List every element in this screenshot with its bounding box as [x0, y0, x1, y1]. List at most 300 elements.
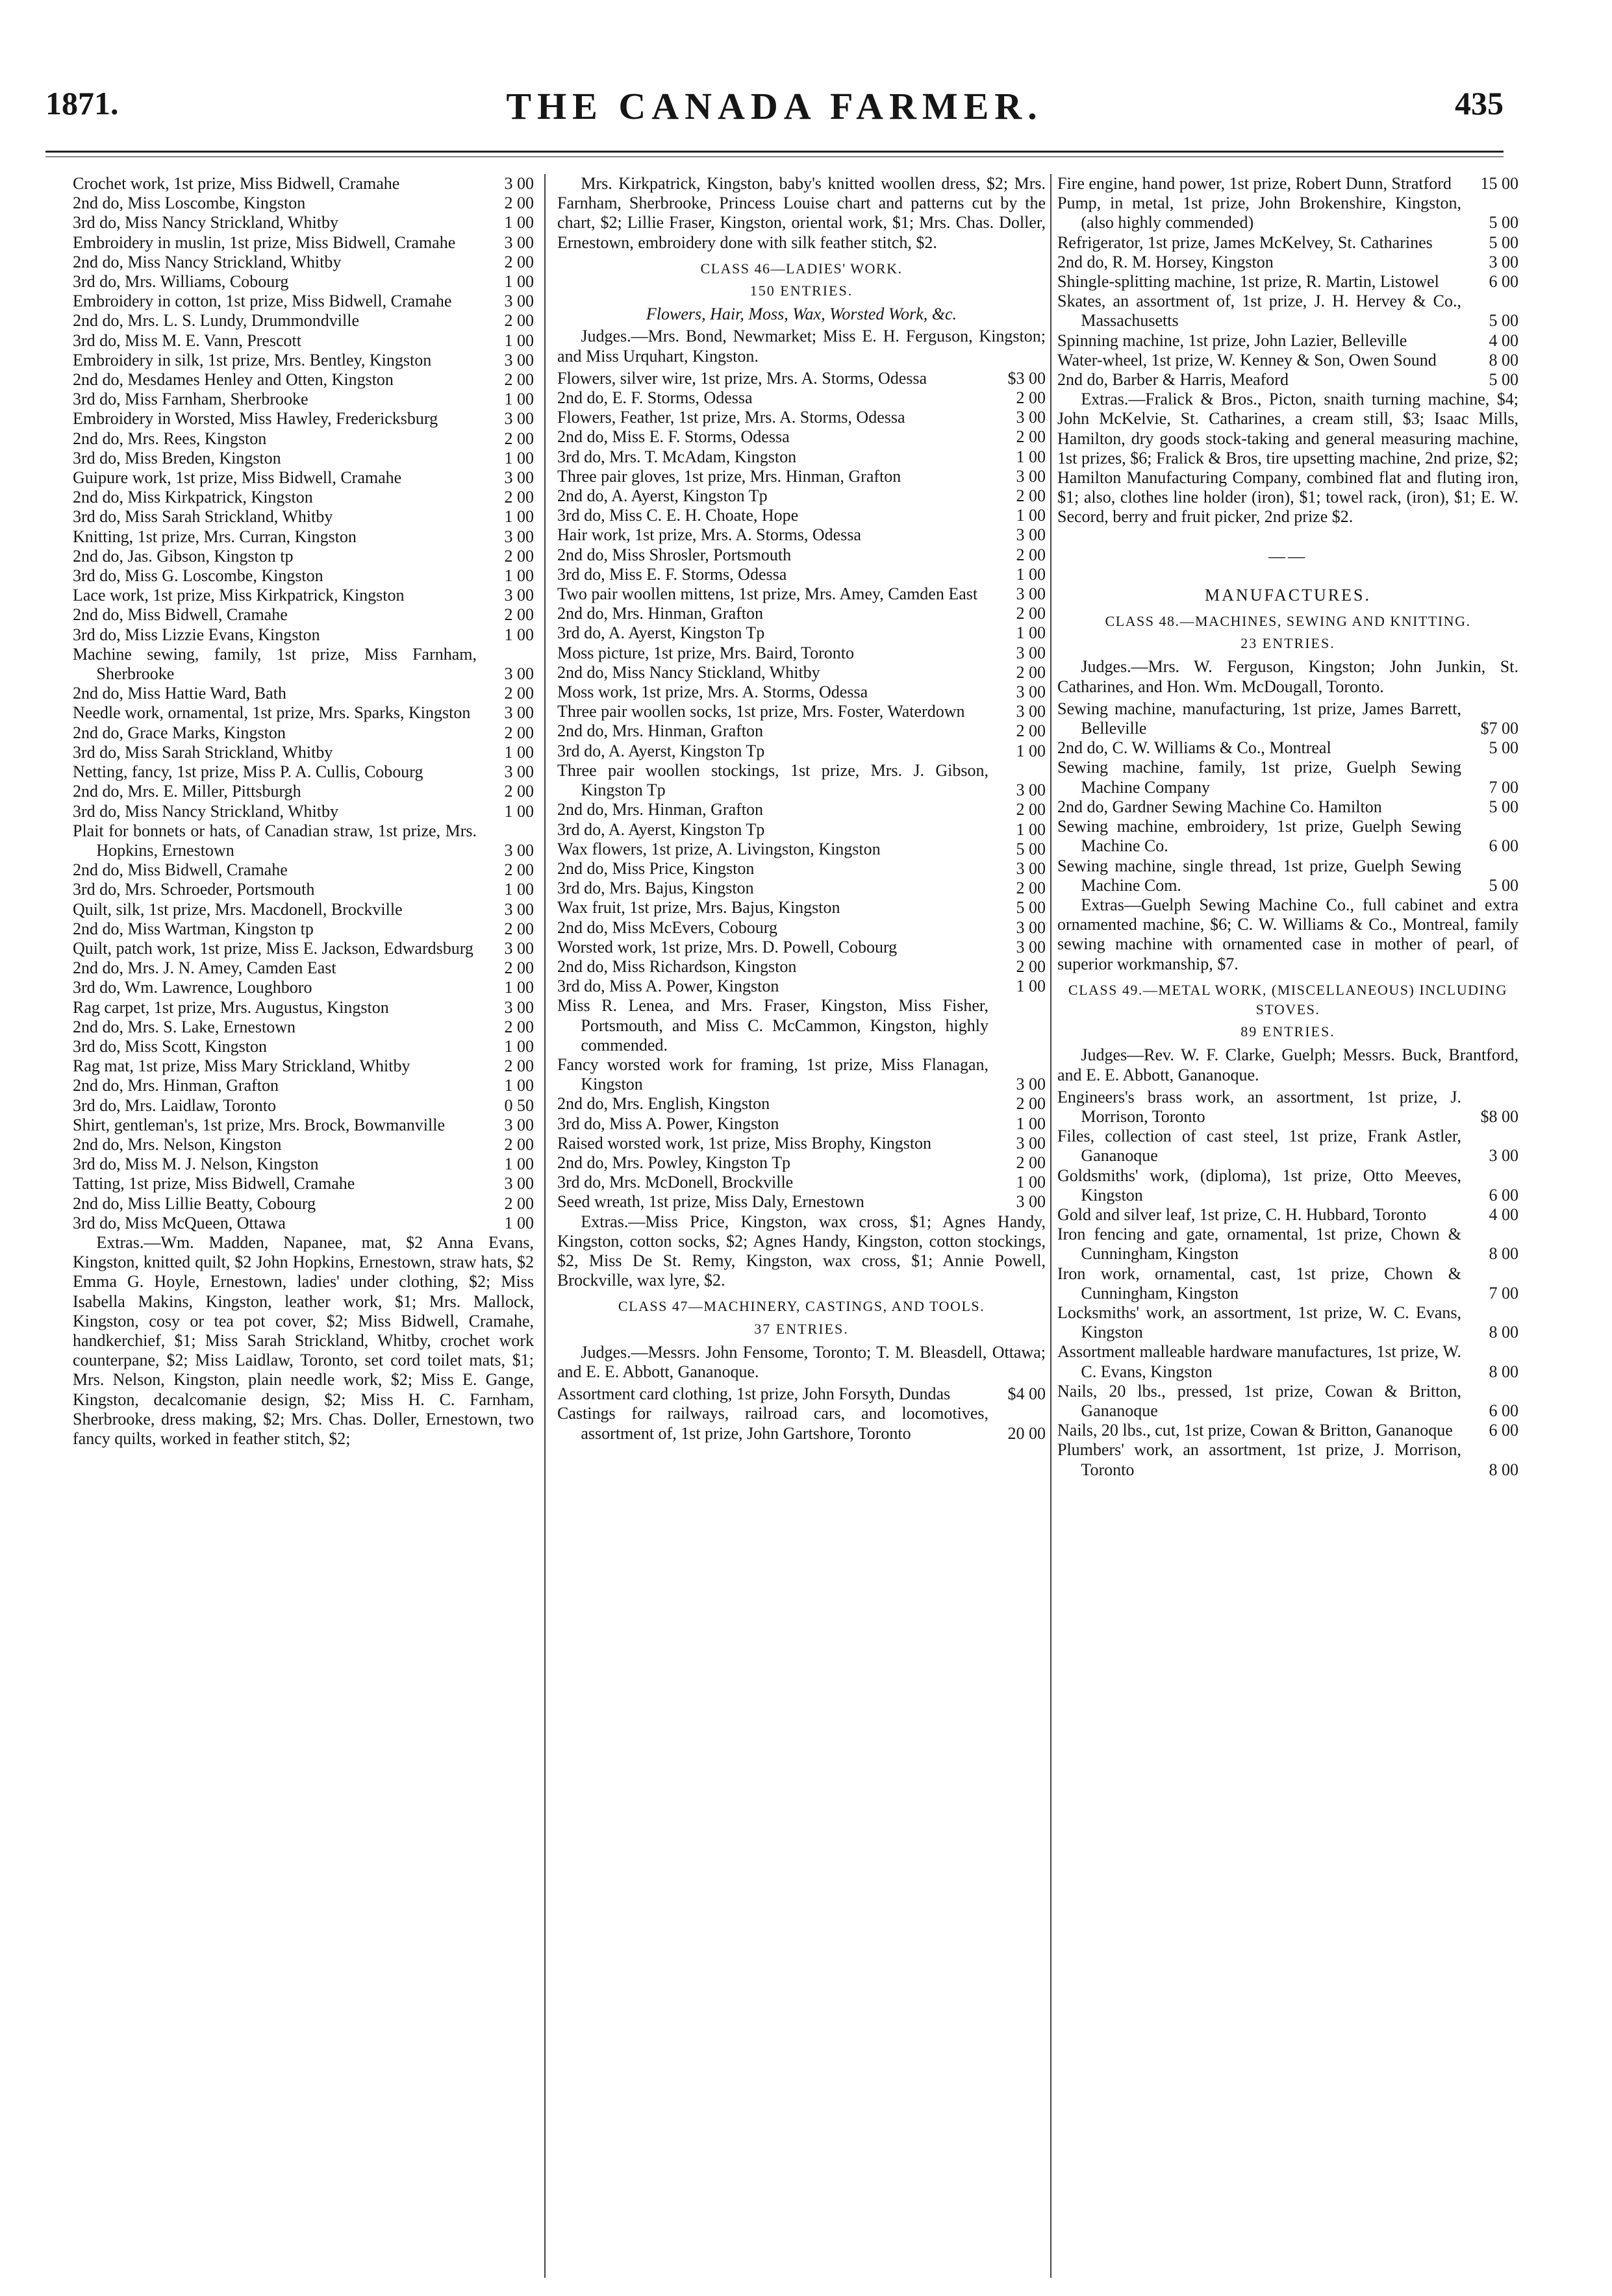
prize-entry	[557, 369, 1046, 388]
prize-amount: 2 00	[504, 1017, 534, 1036]
prize-entry	[73, 213, 534, 232]
prize-entry	[73, 723, 534, 743]
entry-text: 3rd do, Miss Nancy Strickland, Whitby	[73, 801, 338, 821]
prize-entry	[73, 782, 534, 801]
entry-text: 3rd do, A. Ayerst, Kingston Tp	[557, 623, 765, 643]
prize-amount: 2 00	[504, 919, 534, 938]
prize-entry	[557, 663, 1046, 682]
entry-text: 3rd do, Miss Sarah Strickland, Whitby	[73, 742, 333, 762]
prize-entry	[73, 351, 534, 370]
entry-text: 3rd do, Miss Scott, Kingston	[73, 1036, 268, 1056]
entry-text: 3rd do, Miss E. F. Storms, Odessa	[557, 564, 787, 584]
entry-text: 2nd do, Mrs. Powley, Kingston Tp	[557, 1153, 790, 1172]
extras-paragraph: Extras.—Wm. Madden, Napanee, mat, $2 Anna Evans, Kingston, knitted quilt, $2 John Hopkins, Ernestown, straw hats, $2 Emma G. Hoyle, Ernestown, ladies' under clothing, $2; Miss Isabella Makins, Kingston, leather work, $1; Mrs. Mallock, Kingston, cosy or tea pot cover, $2; Miss Bidwell, Cramahe, handkerchief, $1; Miss Sarah Strickland, Whitby, crochet work counterpane, $2; Miss Laidlaw, Toronto, set cord toilet mats, $1; Mrs. Nelson, Kingston, plain needle work, $2; Miss E. Gange, Kingston, decalcomanie design, $2; Miss H. C. Farnham, Sherbrooke, dress making, $2; Mrs. Chas. Doller, Ernestown, two fancy quilts, worked in feather stitch, $2;	[73, 1232, 534, 1448]
entry-text: 2nd do, Mrs. Nelson, Kingston	[73, 1134, 282, 1154]
prize-entry	[73, 821, 534, 860]
entry-text: 2nd do, Jas. Gibson, Kingston tp	[73, 546, 294, 566]
prize-entry	[557, 545, 1046, 565]
prize-entry	[73, 292, 534, 311]
prize-amount: 5 00	[1489, 797, 1518, 816]
prize-amount: 3 00	[504, 350, 534, 369]
prize-entry	[557, 1192, 1046, 1212]
column-divider	[1050, 174, 1052, 2278]
prize-amount: 1 00	[504, 272, 534, 292]
prize-entry	[73, 449, 534, 468]
entry-text: Plait for bonnets or hats, of Canadian straw, 1st prize, Mrs. Hopkins, Ernestown	[73, 821, 477, 860]
column-2	[557, 174, 1046, 2278]
prize-entry	[557, 721, 1046, 741]
entry-text: 3rd do, Miss A. Power, Kingston	[557, 1114, 779, 1133]
prize-amount: 2 00	[504, 193, 534, 213]
prize-amount: 1 00	[1016, 447, 1046, 466]
entry-text: 2nd do, Mesdames Henley and Otten, Kingston	[73, 370, 394, 390]
prize-entry	[73, 253, 534, 272]
prize-amount: 8 00	[1489, 1244, 1518, 1264]
prize-amount: 3 00	[504, 997, 534, 1017]
prize-amount: 2 00	[504, 684, 534, 703]
prize-amount: 7 00	[1489, 777, 1518, 797]
prize-amount: 3 00	[1016, 682, 1046, 702]
prize-amount: 8 00	[1489, 350, 1518, 369]
prize-entry	[1057, 1225, 1518, 1264]
prize-amount: 2 00	[504, 723, 534, 742]
class-subtitle: Flowers, Hair, Moss, Wax, Worsted Work, &c.	[646, 305, 957, 324]
prize-entry	[557, 742, 1046, 761]
prize-amount: 5 00	[1489, 738, 1518, 758]
judges-line: Judges—Rev. W. F. Clarke, Guelph; Messrs. Buck, Brantford, and E. E. Abbott, Gananoque.	[1057, 1045, 1518, 1084]
prize-entry	[73, 174, 534, 193]
section-divider: ——	[1268, 546, 1307, 566]
entry-text: Pump, in metal, 1st prize, John Brokenshire, Kingston, (also highly commended)	[1057, 193, 1461, 232]
entry-text: 3rd do, Mrs. McDonell, Brockville	[557, 1173, 794, 1192]
entry-text: 3rd do, A. Ayerst, Kingston Tp	[557, 741, 765, 760]
prize-entry	[557, 584, 1046, 604]
entry-text: Three pair gloves, 1st prize, Mrs. Hinman, Grafton	[557, 466, 901, 486]
prize-amount: 4 00	[1489, 331, 1518, 350]
prize-amount: 1 00	[1016, 741, 1046, 760]
entry-text: Embroidery in Worsted, Miss Hawley, Fredericksburg	[73, 409, 438, 429]
entry-text: 3rd do, A. Ayerst, Kingston Tp	[557, 819, 765, 839]
prize-entry	[1057, 1264, 1518, 1303]
prize-amount: $3 00	[1007, 368, 1046, 388]
prize-entry	[1057, 351, 1518, 370]
prize-entry	[557, 1134, 1046, 1153]
entry-text: 3rd do, Miss M. E. Vann, Prescott	[73, 331, 301, 350]
prize-amount: 2 00	[1016, 1153, 1046, 1172]
entry-text: 2nd do, Mrs. Hinman, Grafton	[73, 1076, 279, 1095]
prize-amount: 1 00	[504, 448, 534, 468]
entry-text: 3rd do, Miss G. Loscombe, Kingston	[73, 566, 323, 586]
prize-amount: 3 00	[504, 703, 534, 723]
prize-amount: 2 00	[504, 860, 534, 880]
prize-entry	[557, 702, 1046, 721]
prize-amount: 2 00	[504, 546, 534, 566]
prize-entry	[1057, 797, 1518, 817]
prize-list	[1057, 1088, 1518, 1480]
entry-text: Flowers, silver wire, 1st prize, Mrs. A. Storms, Odessa	[557, 368, 927, 388]
prize-entry	[73, 605, 534, 625]
prize-amount: 3 00	[1016, 702, 1046, 721]
entry-text: Skates, an assortment of, 1st prize, J. H. Hervey & Co., Massachusetts	[1057, 292, 1461, 331]
prize-entry	[557, 820, 1046, 840]
entry-text: Lace work, 1st prize, Miss Kirkpatrick, Kingston	[73, 586, 405, 605]
prize-entry	[73, 1017, 534, 1037]
prize-amount: 3 00	[504, 232, 534, 252]
prize-entry	[557, 918, 1046, 938]
prize-entry	[557, 525, 1046, 545]
prize-amount: 3 00	[1489, 252, 1518, 271]
prize-entry	[73, 1096, 534, 1116]
prize-amount: 1 00	[504, 213, 534, 232]
entry-text: 2nd do, Miss Nancy Strickland, Whitby	[73, 252, 342, 271]
entry-text: 2nd do, Miss Kirkpatrick, Kingston	[73, 488, 313, 507]
prize-entry	[1057, 1303, 1518, 1342]
prize-entry	[557, 898, 1046, 917]
prize-entry	[557, 996, 1046, 1055]
prize-entry	[73, 370, 534, 390]
entry-text: Embroidery in cotton, 1st prize, Miss Bidwell, Cramahe	[73, 292, 452, 311]
prize-amount: 8 00	[1489, 1362, 1518, 1381]
prize-entry	[557, 447, 1046, 467]
prize-amount: 3 00	[504, 468, 534, 488]
entry-text: 2nd do, Miss E. F. Storms, Odessa	[557, 427, 790, 447]
entry-text: 3rd do, Miss M. J. Nelson, Kingston	[73, 1154, 319, 1174]
entry-text: 2nd do, Mrs. E. Miller, Pittsburgh	[73, 782, 301, 801]
prize-entry	[557, 388, 1046, 408]
prize-entry	[73, 586, 534, 605]
class-heading: CLASS 48.—MACHINES, SEWING AND KNITTING.	[1105, 613, 1471, 630]
entry-text: 3rd do, Miss A. Power, Kingston	[557, 977, 779, 996]
entry-text: Assortment card clothing, 1st prize, John Forsyth, Dundas	[557, 1384, 951, 1404]
prize-entry	[73, 507, 534, 527]
entry-text: Iron fencing and gate, ornamental, 1st prize, Chown & Cunningham, Kingston	[1057, 1225, 1461, 1264]
prize-list	[557, 1384, 1046, 1443]
prize-entry	[557, 840, 1046, 859]
prize-amount: 1 00	[504, 331, 534, 350]
prize-amount: 5 00	[1489, 875, 1518, 895]
entry-text: 3rd do, Mrs. Bajus, Kingston	[557, 879, 754, 898]
entry-text: Crochet work, 1st prize, Miss Bidwell, Cramahe	[73, 174, 400, 193]
prize-entry	[1057, 292, 1518, 331]
year: 1871.	[45, 85, 119, 121]
prize-entry	[73, 488, 534, 507]
prize-amount: 1 00	[504, 1154, 534, 1174]
prize-entry	[557, 408, 1046, 427]
entry-text: Quilt, silk, 1st prize, Mrs. Macdonell, Brockville	[73, 899, 403, 919]
entry-text: Fire engine, hand power, 1st prize, Robert Dunn, Stratford	[1057, 174, 1452, 193]
prize-amount: 3 00	[1016, 937, 1046, 956]
prize-amount: 4 00	[1489, 1204, 1518, 1224]
prize-amount: 2 00	[504, 311, 534, 331]
prize-amount: 1 00	[1016, 564, 1046, 584]
prize-amount: 2 00	[1016, 800, 1046, 819]
prize-entry	[73, 311, 534, 331]
prize-amount: 3 00	[504, 527, 534, 546]
prize-entry	[557, 1153, 1046, 1173]
prize-amount: 1 00	[504, 880, 534, 899]
prize-entry	[557, 977, 1046, 996]
prize-entry	[1057, 699, 1518, 738]
prize-entry	[73, 331, 534, 351]
prize-amount: 2 00	[504, 1193, 534, 1213]
prize-amount: $8 00	[1480, 1106, 1518, 1126]
prize-list	[73, 174, 534, 1233]
prize-entry	[73, 429, 534, 449]
entry-text: 3rd do, Miss Breden, Kingston	[73, 448, 281, 468]
entry-text: Moss picture, 1st prize, Mrs. Baird, Toronto	[557, 643, 854, 662]
entry-text: 2nd do, Miss Price, Kingston	[557, 858, 755, 878]
entry-text: 2nd do, Miss McEvers, Cobourg	[557, 917, 777, 937]
prize-entry	[557, 1094, 1046, 1114]
prize-amount: 3 00	[504, 409, 534, 429]
entry-text: 2nd do, Mrs. Hinman, Grafton	[557, 604, 764, 623]
entry-text: 2nd do, Mrs. L. S. Lundy, Drummondville	[73, 311, 360, 331]
prize-amount: 1 00	[504, 566, 534, 586]
prize-entry	[557, 427, 1046, 447]
entry-text: Flowers, Feather, 1st prize, Mrs. A. Storms, Odessa	[557, 408, 905, 427]
entry-text: Guipure work, 1st prize, Miss Bidwell, Cramahe	[73, 468, 402, 488]
prize-amount: 8 00	[1489, 1323, 1518, 1342]
prize-amount: 0 50	[504, 1095, 534, 1115]
prize-amount: 3 00	[504, 762, 534, 782]
prize-list	[1057, 699, 1518, 895]
header-rule-thin	[45, 156, 1504, 157]
prize-entry	[1057, 1166, 1518, 1205]
prize-entry	[73, 939, 534, 958]
prize-entry	[73, 743, 534, 762]
entry-text: Three pair woollen stockings, 1st prize, Mrs. J. Gibson, Kingston Tp	[557, 760, 989, 800]
entry-text: 2nd do, Mrs. Rees, Kingston	[73, 429, 267, 448]
entry-text: Assortment malleable hardware manufactures, 1st prize, W. C. Evans, Kingston	[1057, 1342, 1461, 1381]
prize-amount: 5 00	[1016, 839, 1046, 858]
prize-amount: 2 00	[504, 1134, 534, 1154]
extras-paragraph: Extras.—Fralick & Bros., Picton, snaith turning machine, $4; John McKelvie, St. Catharines, a cream still, $3; Isaac Mills, Hamilton, dry goods stock-taking and general measuring machine, 1st prizes, $6; Fralick & Bros, tire upsetting machine, 2nd prize, $2; Hamilton Manufacturing Company, combined flat and fluting iron, $1; also, clothes line holder (iron), $1; towel rack, (iron), $1; E. W. Secord, berry and fruit picker, 2nd prize $2.	[1057, 390, 1518, 527]
entry-text: Fancy worsted work for framing, 1st prize, Miss Flanagan, Kingston	[557, 1054, 989, 1094]
prize-amount: 2 00	[1016, 662, 1046, 682]
prize-amount: 1 00	[504, 1076, 534, 1095]
prize-entry	[73, 409, 534, 429]
publication-title: THE CANADA FARMER.	[506, 85, 1043, 127]
prize-amount: 2 00	[504, 782, 534, 801]
entry-text: Files, collection of cast steel, 1st prize, Frank Astler, Gananoque	[1057, 1127, 1461, 1166]
prize-entry	[1057, 193, 1518, 232]
prize-entry	[1057, 817, 1518, 856]
entry-text: Wax fruit, 1st prize, Mrs. Bajus, Kingston	[557, 898, 840, 917]
prize-entry	[1057, 738, 1518, 758]
entry-text: Plumbers' work, an assortment, 1st prize, J. Morrison, Toronto	[1057, 1440, 1461, 1479]
extras-paragraph: Extras—Guelph Sewing Machine Co., full cabinet and extra ornamented machine, $6; C. W. Williams & Co., Montreal, family sewing machine with ornamented case in mother of pearl, of superior workmanship, $7.	[1057, 895, 1518, 973]
entry-text: 2nd do, Grace Marks, Kingston	[73, 723, 286, 742]
entry-text: Water-wheel, 1st prize, W. Kenney & Son, Owen Sound	[1057, 350, 1437, 369]
prize-amount: 3 00	[504, 1115, 534, 1134]
page-number: 435	[1455, 85, 1504, 121]
prize-amount: 6 00	[1489, 1401, 1518, 1420]
entries-count: 23 ENTRIES.	[1240, 635, 1335, 652]
prize-entry	[557, 1404, 1046, 1443]
prize-amount: 5 00	[1489, 232, 1518, 252]
class-heading: CLASS 46—LADIES' WORK.	[700, 260, 903, 277]
extras-paragraph: Extras.—Miss Price, Kingston, wax cross, $1; Agnes Handy, Kingston, cotton socks, $2; Agnes Handy, Kingston, cotton stockings, $2, Miss De St. Remy, Kingston, wax cross, $1; Annie Powell, Brockville, wax lyre, $2.	[557, 1212, 1046, 1290]
prize-entry	[1057, 1440, 1518, 1479]
entry-text: Moss work, 1st prize, Mrs. A. Storms, Odessa	[557, 682, 868, 702]
prize-entry	[73, 1037, 534, 1056]
prize-entry	[73, 1174, 534, 1193]
prize-entry	[73, 625, 534, 645]
prize-amount: 3 00	[504, 664, 534, 684]
entry-text: 2nd do, Miss Nancy Stickland, Whitby	[557, 662, 820, 682]
prize-entry	[1057, 233, 1518, 253]
prize-entry	[73, 919, 534, 939]
prize-amount: 1 00	[1016, 819, 1046, 839]
prize-entry	[1057, 1205, 1518, 1225]
entry-text: Two pair woollen mittens, 1st prize, Mrs. Amey, Camden East	[557, 584, 978, 604]
entry-text: 3rd do, Miss Sarah Strickland, Whitby	[73, 507, 333, 527]
entries-count: 89 ENTRIES.	[1240, 1023, 1335, 1040]
prize-entry	[557, 800, 1046, 819]
prize-entry	[73, 684, 534, 703]
entry-text: Needle work, ornamental, 1st prize, Mrs. Sparks, Kingston	[73, 703, 471, 723]
entry-text: 2nd do, Mrs. Hinman, Grafton	[557, 800, 764, 819]
prize-entry	[73, 703, 534, 723]
page-header	[45, 84, 1504, 143]
prize-entry	[1057, 856, 1518, 895]
entry-text: Rag carpet, 1st prize, Mrs. Augustus, Kingston	[73, 997, 389, 1017]
prize-entry	[73, 762, 534, 782]
prize-entry	[73, 527, 534, 547]
entry-text: 3rd do, Mrs. Laidlaw, Toronto	[73, 1095, 277, 1115]
prize-amount: 3 00	[1016, 525, 1046, 545]
entry-text: 3rd do, Mrs. T. McAdam, Kingston	[557, 447, 797, 466]
prize-amount: $7 00	[1480, 719, 1518, 738]
prize-amount: 2 00	[504, 252, 534, 271]
entry-text: Rag mat, 1st prize, Miss Mary Strickland, Whitby	[73, 1056, 410, 1076]
prize-amount: 2 00	[504, 370, 534, 390]
entry-text: Machine sewing, family, 1st prize, Miss Farnham, Sherbrooke	[73, 644, 477, 684]
entry-text: Worsted work, 1st prize, Mrs. D. Powell, Cobourg	[557, 937, 898, 956]
entry-text: Refrigerator, 1st prize, James McKelvey, St. Catharines	[1057, 232, 1433, 252]
entry-text: 3rd do, Miss C. E. H. Choate, Hope	[557, 506, 799, 525]
prize-entry	[73, 566, 534, 586]
prize-entry	[1057, 758, 1518, 797]
prize-entry	[73, 860, 534, 880]
entry-text: Sewing machine, family, 1st prize, Guelph Sewing Machine Company	[1057, 758, 1461, 797]
entry-text: Tatting, 1st prize, Miss Bidwell, Cramahe	[73, 1174, 355, 1193]
entry-text: Netting, fancy, 1st prize, Miss P. A. Cullis, Cobourg	[73, 762, 423, 782]
header-rule	[45, 151, 1504, 153]
prize-list	[1057, 174, 1518, 390]
entry-text: Three pair woollen socks, 1st prize, Mrs. Foster, Waterdown	[557, 702, 965, 721]
entry-text: Gold and silver leaf, 1st prize, C. H. Hubbard, Toronto	[1057, 1204, 1427, 1224]
entry-text: Sewing machine, manufacturing, 1st prize, James Barrett, Belleville	[1057, 699, 1461, 738]
prize-amount: 1 00	[1016, 506, 1046, 525]
prize-amount: 2 00	[1016, 604, 1046, 623]
entry-text: Sewing machine, embroidery, 1st prize, Guelph Sewing Machine Co.	[1057, 817, 1461, 856]
prize-amount: 2 00	[504, 429, 534, 448]
prize-entry	[73, 193, 534, 213]
entry-text: 3rd do, Miss Lizzie Evans, Kingston	[73, 625, 320, 644]
prize-amount: 1 00	[1016, 623, 1046, 643]
prize-entry	[1057, 253, 1518, 272]
prize-entry	[73, 958, 534, 978]
prize-entry	[73, 1194, 534, 1214]
entry-text: 2nd do, Miss Lillie Beatty, Cobourg	[73, 1193, 316, 1213]
prize-amount: 2 00	[1016, 721, 1046, 741]
prize-amount: 5 00	[1489, 311, 1518, 331]
prize-amount: 1 00	[504, 742, 534, 762]
prize-amount: 1 00	[504, 507, 534, 527]
prize-amount: 1 00	[504, 1213, 534, 1232]
column-divider	[544, 174, 546, 2278]
prize-entry	[73, 978, 534, 997]
prize-entry	[557, 623, 1046, 643]
prize-entry	[73, 802, 534, 821]
entry-text: Sewing machine, single thread, 1st prize, Guelph Sewing Machine Com.	[1057, 856, 1461, 895]
prize-entry	[73, 1056, 534, 1076]
prize-amount: 1 00	[504, 801, 534, 821]
prize-entry	[1057, 1421, 1518, 1440]
prize-entry	[73, 272, 534, 292]
entry-text: 2nd do, Mrs. J. N. Amey, Camden East	[73, 958, 336, 978]
prize-entry	[557, 682, 1046, 702]
prize-amount: 2 00	[1016, 388, 1046, 408]
prize-amount: 3 00	[1016, 858, 1046, 878]
prize-entry	[1057, 174, 1518, 193]
entry-text: 2nd do, A. Ayerst, Kingston Tp	[557, 486, 768, 506]
judges-line: Judges.—Mrs. W. Ferguson, Kingston; John Junkin, St. Catharines, and Hon. Wm. McDougall, Toronto.	[1057, 657, 1518, 696]
prize-entry	[73, 233, 534, 253]
entries-count: 37 ENTRIES.	[754, 1320, 849, 1337]
prize-amount: 6 00	[1489, 1185, 1518, 1204]
prize-amount: 1 00	[1016, 1173, 1046, 1192]
prize-entry	[1057, 272, 1518, 292]
entry-text: Quilt, patch work, 1st prize, Miss E. Jackson, Edwardsburg	[73, 938, 473, 958]
entry-text: Locksmiths' work, an assortment, 1st prize, W. C. Evans, Kingston	[1057, 1303, 1461, 1342]
entry-text: Miss R. Lenea, and Mrs. Fraser, Kingston, Miss Fisher, Portsmouth, and Miss C. McCammon, Kingston, highly commended.	[557, 996, 989, 1054]
prize-amount: 2 00	[1016, 1094, 1046, 1114]
prize-entry	[73, 880, 534, 899]
prize-amount: 2 00	[504, 1056, 534, 1076]
prize-amount: 5 00	[1016, 898, 1046, 917]
prize-amount: 2 00	[504, 605, 534, 625]
prize-entry	[557, 1055, 1046, 1094]
prize-entry	[73, 1214, 534, 1233]
prize-amount: 1 00	[1016, 977, 1046, 996]
prize-entry	[557, 1384, 1046, 1404]
prize-amount: 1 00	[504, 625, 534, 644]
prize-amount: 6 00	[1489, 836, 1518, 856]
prize-amount: 3 00	[1016, 643, 1046, 662]
prize-entry	[557, 506, 1046, 525]
prize-entry	[557, 879, 1046, 898]
prize-entry	[557, 761, 1046, 800]
prize-amount: 3 00	[1489, 1146, 1518, 1166]
prize-amount: 3 00	[1016, 780, 1046, 800]
prize-amount: 7 00	[1489, 1283, 1518, 1303]
prize-entry	[557, 1173, 1046, 1192]
prize-amount: 6 00	[1489, 1421, 1518, 1440]
entry-text: Hair work, 1st prize, Mrs. A. Storms, Odessa	[557, 525, 861, 545]
entry-text: Shirt, gentleman's, 1st prize, Mrs. Brock, Bowmanville	[73, 1115, 445, 1134]
prize-amount: 3 00	[1016, 584, 1046, 604]
prize-amount: 5 00	[1489, 370, 1518, 390]
entry-text: 2nd do, Miss Shrosler, Portsmouth	[557, 545, 792, 564]
prize-amount: 3 00	[504, 1174, 534, 1193]
prize-amount: 3 00	[504, 292, 534, 311]
entry-text: 2nd do, Miss Richardson, Kingston	[557, 956, 797, 976]
entry-text: Embroidery in silk, 1st prize, Mrs. Bentley, Kingston	[73, 350, 432, 369]
prize-entry	[1057, 1127, 1518, 1166]
prize-entry	[557, 643, 1046, 663]
